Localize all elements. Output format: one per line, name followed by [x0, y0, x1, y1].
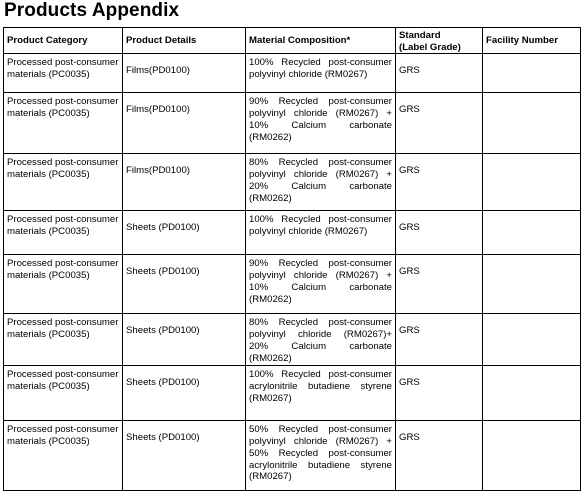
table-row: [4, 211, 581, 255]
header-standard-line2: (Label Grade): [399, 41, 461, 53]
header-material-composition: Material Composition*: [246, 28, 396, 54]
table-row: [4, 421, 581, 491]
cell-details: Sheets (PD0100): [123, 255, 246, 314]
cell-details: Sheets (PD0100): [123, 314, 246, 366]
header-product-details: Product Details: [123, 28, 246, 54]
cell-facility: [483, 255, 581, 314]
cell-category: Processed post-consumer materials (PC0035): [4, 211, 123, 255]
cell-category: Processed post-consumer materials (PC0035): [4, 54, 123, 93]
page-title: Products Appendix: [4, 0, 180, 21]
cell-standard: GRS: [396, 54, 483, 93]
cell-details: Films(PD0100): [123, 154, 246, 211]
cell-composition: 50% Recycled post-consumer polyvinyl chloride (RM0267) + 50% Recycled post-consumer acrylonitrile butadiene styrene (RM0267): [246, 421, 396, 491]
table-header-row: [4, 28, 581, 54]
cell-standard: GRS: [396, 366, 483, 421]
table-row: [4, 154, 581, 211]
cell-category: Processed post-consumer materials (PC0035): [4, 154, 123, 211]
cell-standard: GRS: [396, 421, 483, 491]
cell-facility: [483, 54, 581, 93]
cell-facility: [483, 154, 581, 211]
table-row: [4, 314, 581, 366]
header-standard-line1: Standard: [399, 30, 441, 41]
table-row: [4, 54, 581, 93]
header-facility-number: Facility Number: [483, 28, 581, 54]
products-table: [3, 27, 581, 491]
cell-composition: 100% Recycled post-consumer polyvinyl chloride (RM0267): [246, 54, 396, 93]
cell-facility: [483, 93, 581, 154]
table-row: [4, 93, 581, 154]
table-row: [4, 366, 581, 421]
cell-category: Processed post-consumer materials (PC0035): [4, 255, 123, 314]
cell-details: Sheets (PD0100): [123, 366, 246, 421]
cell-facility: [483, 211, 581, 255]
cell-composition: 90% Recycled post-consumer polyvinyl chloride (RM0267) + 10% Calcium carbonate (RM0262): [246, 255, 396, 314]
cell-composition: 80% Recycled post-consumer polyvinyl chloride (RM0267) + 20% Calcium carbonate (RM0262): [246, 154, 396, 211]
header-product-category: Product Category: [4, 28, 123, 54]
cell-facility: [483, 421, 581, 491]
cell-composition: 90% Recycled post-consumer polyvinyl chloride (RM0267) + 10% Calcium carbonate (RM0262): [246, 93, 396, 154]
cell-facility: [483, 366, 581, 421]
cell-category: Processed post-consumer materials (PC0035): [4, 366, 123, 421]
cell-standard: GRS: [396, 154, 483, 211]
cell-details: Films(PD0100): [123, 93, 246, 154]
cell-composition: 100% Recycled post-consumer polyvinyl chloride (RM0267): [246, 211, 396, 255]
cell-standard: GRS: [396, 255, 483, 314]
cell-details: Sheets (PD0100): [123, 211, 246, 255]
cell-standard: GRS: [396, 314, 483, 366]
cell-facility: [483, 314, 581, 366]
cell-details: Films(PD0100): [123, 54, 246, 93]
header-standard: [396, 28, 483, 54]
cell-standard: GRS: [396, 211, 483, 255]
cell-category: Processed post-consumer materials (PC0035): [4, 93, 123, 154]
table-row: [4, 255, 581, 314]
cell-standard: GRS: [396, 93, 483, 154]
cell-details: Sheets (PD0100): [123, 421, 246, 491]
cell-composition: 80% Recycled post-consumer polyvinyl chloride (RM0267)+ 20% Calcium carbonate (RM0262): [246, 314, 396, 366]
cell-category: Processed post-consumer materials (PC0035): [4, 314, 123, 366]
cell-composition: 100% Recycled post-consumer acrylonitrile butadiene styrene (RM0267): [246, 366, 396, 421]
cell-category: Processed post-consumer materials (PC0035): [4, 421, 123, 491]
